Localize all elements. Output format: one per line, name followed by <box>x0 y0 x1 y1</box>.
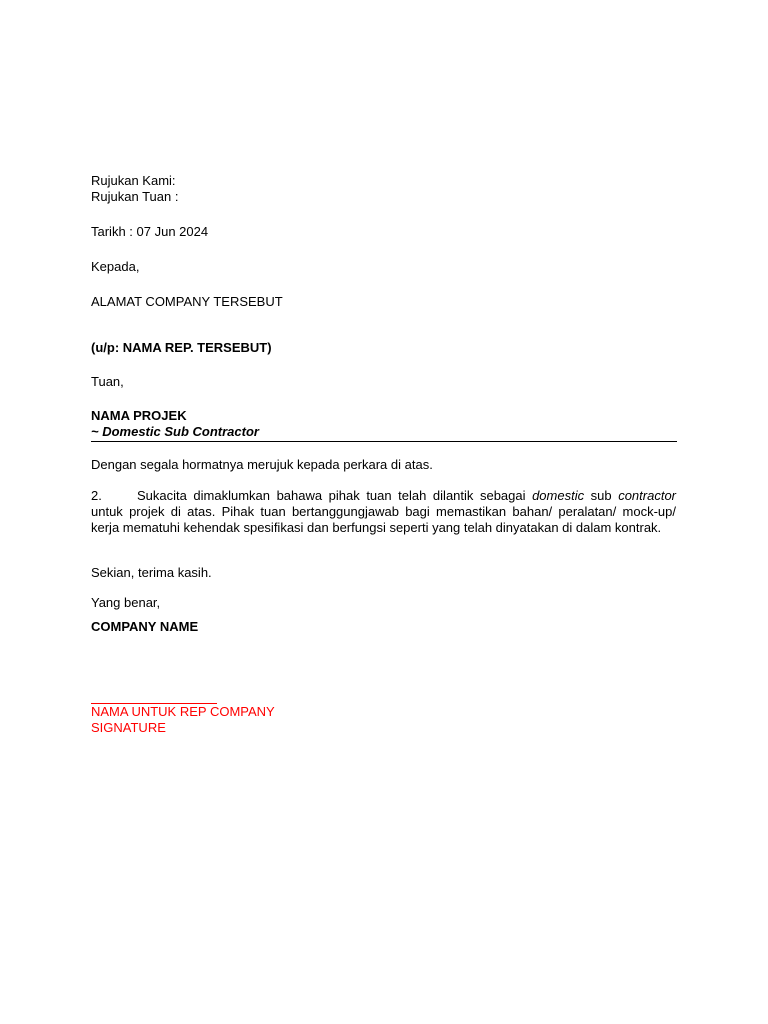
sign-off: Yang benar, <box>91 595 161 610</box>
paragraph-2 <box>91 488 676 536</box>
project-title: NAMA PROJEK <box>91 408 187 423</box>
paragraph-2-italic-2: contractor <box>618 488 677 503</box>
signatory-name: NAMA UNTUK REP COMPANY <box>91 704 275 719</box>
closing-line: Sekian, terima kasih. <box>91 565 212 580</box>
paragraph-2-text-2: sub <box>584 488 619 503</box>
letter-date: Tarikh : 07 Jun 2024 <box>91 224 209 239</box>
paragraph-2-text-1: Sukacita dimaklumkan bahawa pihak tuan telah dilantik sebagai <box>137 488 533 503</box>
reference-ours: Rujukan Kami: <box>91 173 176 188</box>
recipient-label: Kepada, <box>91 259 140 274</box>
salutation: Tuan, <box>91 374 124 389</box>
subject-underline <box>91 441 677 442</box>
reference-yours: Rujukan Tuan : <box>91 189 179 204</box>
paragraph-2-italic-1: domestic <box>532 488 585 503</box>
signature-label: SIGNATURE <box>91 720 166 735</box>
paragraph-number: 2. <box>91 488 102 503</box>
project-subtitle: ~ Domestic Sub Contractor <box>91 424 259 439</box>
paragraph-2-text-3: untuk projek di atas. Pihak tuan bertanggungjawab bagi memastikan bahan/ peralatan/ mock-up/ kerja mematuhi kehendak spesifikasi dan berfungsi seperti yang telah dinyatakan di dalam kontrak. <box>91 504 676 535</box>
company-name: COMPANY NAME <box>91 619 199 634</box>
intro-paragraph: Dengan segala hormatnya merujuk kepada perkara di atas. <box>91 457 433 472</box>
attention-line: (u/p: NAMA REP. TERSEBUT) <box>91 340 272 355</box>
recipient-address: ALAMAT COMPANY TERSEBUT <box>91 294 283 309</box>
